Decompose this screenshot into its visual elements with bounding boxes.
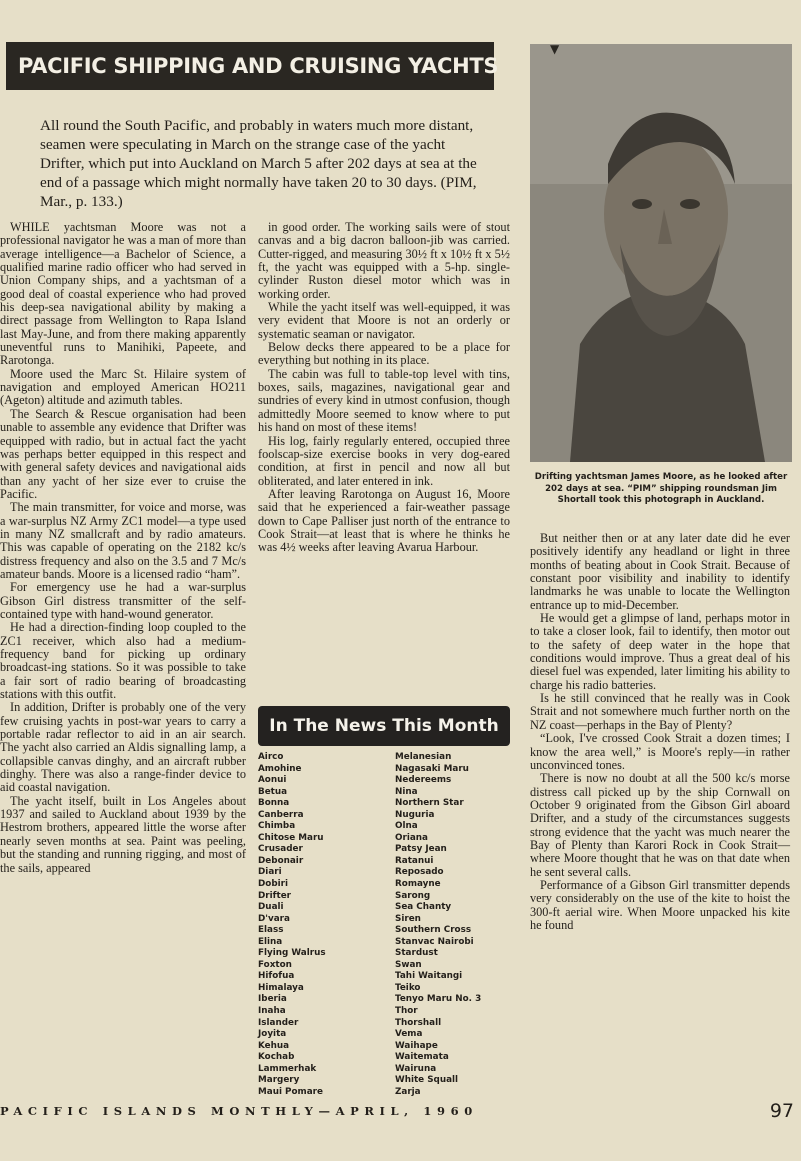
ship-name: Betua [258, 786, 288, 797]
ship-name: Thorshall [395, 1017, 442, 1028]
section-title: PACIFIC SHIPPING AND CRUISING YACHTS [18, 54, 499, 78]
section-banner [6, 42, 499, 90]
ship-name: Chitose Maru [258, 832, 324, 843]
ship-name: Teiko [395, 982, 421, 993]
ship-name: Canberra [258, 809, 304, 820]
ship-name: Kehua [258, 1040, 290, 1051]
publication-footer: PACIFIC ISLANDS MONTHLY—APRIL, 1960 [0, 1104, 478, 1118]
portrait-illustration [530, 44, 792, 462]
ship-name: Nina [395, 786, 418, 797]
ship-name: Olna [395, 821, 418, 832]
paragraph: Performance of a Gibson Girl transmitter depends very considerably on the use of the kite to hoist the 300-ft aerial wire. When Moore unpacked his kite he found [530, 877, 790, 932]
ship-name: Stardust [395, 948, 438, 959]
ship-name: Oriana [395, 832, 428, 843]
article-intro [0, 116, 492, 210]
paragraph: The Search & Rescue organisation had been unable to assemble any evidence that Drifter was equipped with radio, but in actual fact the yacht was perhaps better equipped in this respect and with general safety devices and navigational aids than any yacht of her size ever to cruise the Pacific. [0, 406, 246, 501]
photo-caption: Drifting yachtsman James Moore, as he looked after 202 days at sea. “PIM” shipping roundsman Jim Shortall took this photograph in Auckland. [534, 472, 788, 505]
corner-mark: ▼ [550, 42, 560, 56]
ship-name: Aonui [258, 775, 287, 786]
ship-name: Flying Walrus [258, 948, 326, 959]
ship-name: Tahi Waitangi [395, 971, 463, 982]
ship-name: Chimba [258, 821, 296, 832]
paragraph: Moore used the Marc St. Hilaire system of navigation and employed American HO211 (Ageton) altitude and azimuth tables. [0, 366, 246, 408]
paragraph: in good order. The working sails were of stout canvas and a big dacron balloon-jib was carried. Cutter-rigged, and measuring 30½ ft x 10½ ft x 5½ ft, the yacht was equipped with a 5-hp. single-cylinder Ruston diesel motor which was in working order. [258, 220, 510, 301]
article-column-2 [258, 221, 510, 683]
paragraph: He would get a glimpse of land, perhaps motor in to take a closer look, fail to identify, then motor out to the safety of deep water in the hope that conditions would improve. Thus a great deal of his diesel fuel was expended, later limiting his ability to charge his radio batteries. [530, 611, 790, 692]
ship-name: Vema [395, 1029, 423, 1040]
paragraph: Is he still convinced that he really was in Cook Strait and not somewhere much further north on the NZ coast—perhaps in the Bay of Plenty? [530, 691, 790, 732]
paragraph: The main transmitter, for voice and morse, was a war-surplus NZ Army ZC1 model—a type used in many NZ smallcraft and by radio amateurs. This was capable of operating on the 2182 kc/s distress frequency and also on the 3.5 and 7 Mc/s amateur bands. Moore is a licensed radio “ham”. [0, 500, 246, 581]
ship-name: Siren [395, 913, 421, 924]
ship-name: Stanvac Nairobi [395, 936, 474, 947]
ship-name: Ratanui [395, 855, 434, 866]
paragraph: WHILE yachtsman Moore was not a professional navigator he was a man of more than average intelligence—a Bachelor of Science, a qualified marine radio officer who had served in Union Company ships, and a yachtsman of a good deal of coastal experience who had proved his deep-sea navigational ability by making a direct passage from Wellington to Rapa Island last May-June, and from there making apparently uneventful runs to Manihiki, Papeete, and Rarotonga. [0, 220, 246, 368]
ship-name: Dobiri [258, 879, 289, 890]
ship-name: Tenyo Maru No. 3 [395, 994, 482, 1005]
ship-name: Southern Cross [395, 925, 472, 936]
paragraph: There is now no doubt at all the 500 kc/s morse distress call picked up by the ship Cornwall on October 9 originated from the Gibson Girl aboard Drifter, and a study of the circumstances suggests strong evidence that the yacht was much nearer the Bay of Plenty than Karori Rock in Cook Strait—where Moore thought that he was on that date when he sent several calls. [530, 771, 790, 879]
ship-name: Himalaya [258, 982, 304, 993]
portrait-photo [530, 44, 792, 462]
intro-paragraph: All round the South Pacific, and probably in waters much more distant, seamen were speculating in March on the strange case of the yacht Drifter, which put into Auckland on March 5 after 202 days at sea at the end of a passage which might normally have taken 20 to 30 days. (PIM, Mar., p. 133.) [40, 117, 477, 210]
ship-name: Islander [258, 1017, 299, 1028]
article-column-3 [530, 532, 790, 1086]
paragraph: His log, fairly regularly entered, occupied three foolscap-size exercise books in very dog-eared condition, at first in pencil and now all but obliterated, and later entered in ink. [258, 433, 510, 488]
ship-name: Airco [258, 752, 284, 762]
news-heading-text: In The News This Month [269, 716, 499, 736]
ship-name: Kochab [258, 1052, 295, 1063]
ship-name: Margery [258, 1075, 300, 1086]
ship-name: Hifofua [258, 971, 295, 982]
news-list-right [395, 752, 515, 1097]
ship-name: White Squall [395, 1075, 459, 1086]
ship-name: Diari [258, 867, 282, 878]
paragraph: The cabin was full to table-top level with tins, boxes, sails, magazines, navigational gear and sundries of every kind in utmost confusion, though admittedly Moore seemed to know where to put his hand on most of these items! [258, 366, 510, 435]
paragraph: In addition, Drifter is probably one of the very few cruising yachts in post-war years to carry a portable radar reflector to aid in an air search. The yacht also carried an Aldis signalling lamp, a collapsible canvas dinghy, and an aircraft rubber dinghy. There was also a range-finder device to aid coastal navigation. [0, 700, 246, 795]
paragraph: The yacht itself, built in Los Angeles about 1937 and sailed to Auckland about 1939 by the Hestrom brothers, appeared little the worse after nearly seven months at sea. Paint was peeling, but the standing and running rigging, and most of the sails, appeared [0, 793, 246, 875]
news-list-left [258, 752, 388, 1097]
ship-name: Nedereems [395, 775, 452, 786]
news-box-heading [258, 706, 510, 746]
ship-name: Lammerhak [258, 1063, 317, 1074]
ship-name: D'vara [258, 913, 290, 924]
ship-name: Thor [395, 1006, 418, 1017]
ship-name: Nuguria [395, 809, 435, 820]
ship-name: Iberia [258, 994, 287, 1005]
ship-name: Crusader [258, 844, 303, 855]
ship-name: Wairuna [395, 1063, 437, 1074]
ship-name: Sea Chanty [395, 902, 452, 913]
ship-name: Romayne [395, 879, 441, 890]
paragraph: “Look, I've crossed Cook Strait a dozen times; I know the area well,” is Moore's reply—in rather unconvinced tones. [530, 731, 790, 772]
paragraph: For emergency use he had a war-surplus Gibson Girl distress transmitter of the self-contained type with hand-wound generator. [0, 580, 246, 621]
ship-name: Sarong [395, 890, 431, 901]
paragraph: While the yacht itself was well-equipped, it was very evident that Moore is not an orderly or systematic seaman or navigator. [258, 300, 510, 341]
ship-name: Patsy Jean [395, 844, 447, 855]
ship-name: Amohine [258, 763, 302, 774]
ship-name: Waitemata [395, 1052, 449, 1063]
paragraph: But neither then or at any later date did he ever positively identify any headland or light in three months of beating about in Cook Strait. Because of constant poor visibility and inability to identify landmarks he was unable to locate the Wellington entrance up to mid-December. [530, 531, 790, 612]
ship-name: Swan [395, 959, 422, 970]
paragraph: He had a direction-finding loop coupled to the ZC1 receiver, which also had a medium-frequency band for picking up ordinary broadcast-ing stations. So it was possible to take a fair sort of radio bearing of broadcasting stations with this outfit. [0, 620, 246, 702]
ship-name: Drifter [258, 890, 291, 901]
ship-name: Maui Pomare [258, 1086, 323, 1097]
ship-name: Reposado [395, 867, 444, 878]
ship-name: Zarja [395, 1086, 421, 1097]
page-number: 97 [769, 1100, 794, 1122]
ship-name: Bonna [258, 798, 290, 809]
paragraph: Below decks there appeared to be a place for everything but nothing in its place. [258, 340, 510, 368]
ship-name: Nagasaki Maru [395, 763, 469, 774]
ship-name: Inaha [258, 1006, 286, 1017]
ship-name: Northern Star [395, 798, 464, 809]
ship-name: Melanesian [395, 752, 452, 762]
ship-name: Elass [258, 925, 284, 936]
article-column-1 [0, 221, 246, 1085]
ship-name: Foxton [258, 959, 292, 970]
ship-name: Elina [258, 936, 283, 947]
ship-name: Debonair [258, 855, 304, 866]
ship-name: Duali [258, 902, 284, 913]
paragraph: After leaving Rarotonga on August 16, Moore said that he experienced a fair-weather passage down to Cape Palliser just north of the entrance to Cook Strait—at least that is where he thinks he was 4½ weeks after leaving Avarua Harbour. [258, 486, 510, 555]
ship-name: Joyita [258, 1029, 287, 1040]
ship-name: Waihape [395, 1040, 438, 1051]
